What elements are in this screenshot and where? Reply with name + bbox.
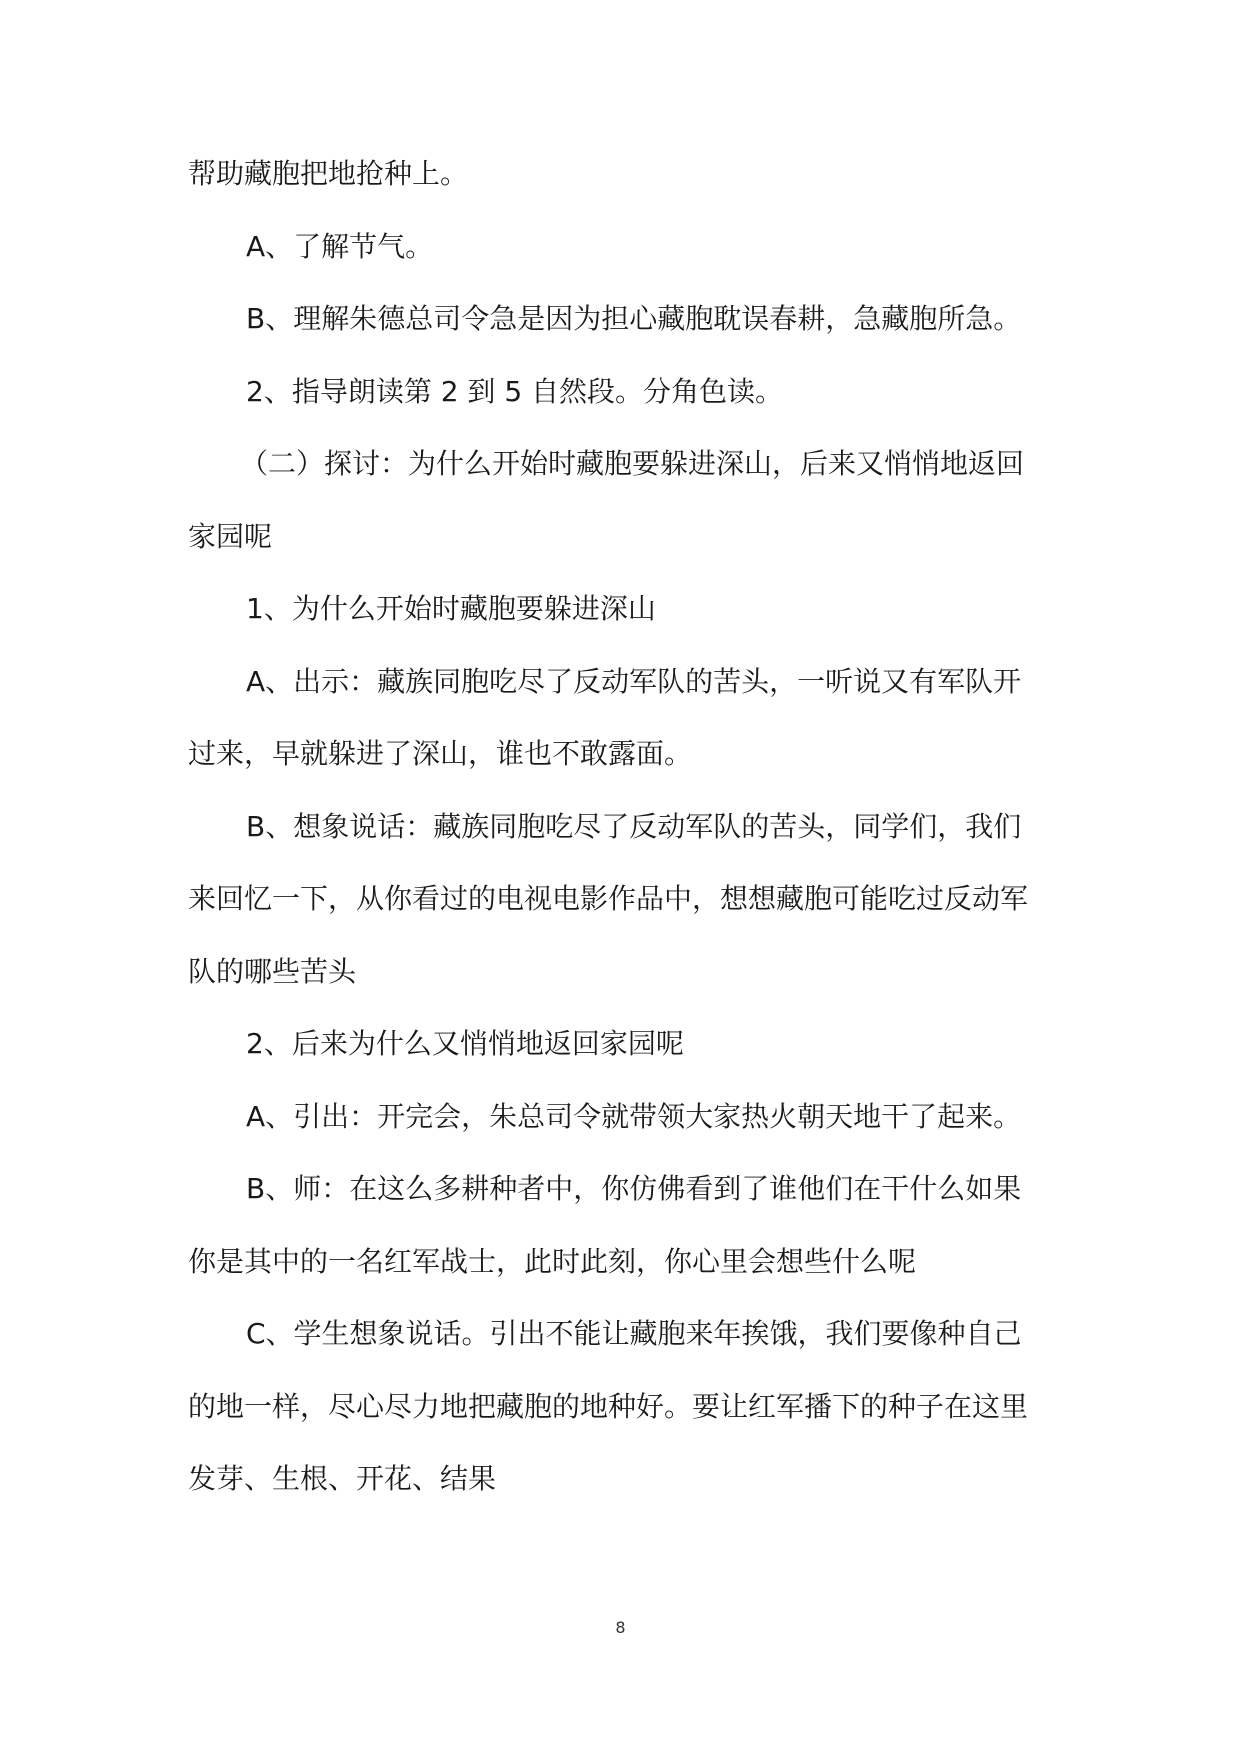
text-line: 队的哪些苦头 — [188, 954, 357, 988]
text-line: 过来，早就躲进了深山，谁也不敢露面。 — [188, 737, 693, 770]
text-line: 你是其中的一名红军战士，此时此刻，你心里会想些什么呢 — [188, 1244, 917, 1278]
text-line: 帮助藏胞把地抢种上。 — [188, 157, 469, 190]
section-heading: （二）探讨：为什么开始时藏胞要躲进深山，后来又悄悄地返回 — [240, 447, 1025, 480]
text-line: 来回忆一下，从你看过的电视电影作品中，想想藏胞可能吃过反动军 — [188, 882, 1029, 915]
text-line: 1、为什么开始时藏胞要躲进深山 — [246, 592, 656, 625]
text-line: A、引出：开完会，朱总司令就带领大家热火朝天地干了起来。 — [246, 1099, 1022, 1133]
text-line: A、出示：藏族同胞吃尽了反动军队的苦头，一听说又有军队开 — [246, 664, 1022, 698]
page-number: 8 — [615, 1618, 626, 1637]
text-line: B、想象说话：藏族同胞吃尽了反动军队的苦头，同学们，我们 — [246, 809, 1022, 843]
text-line: 的地一样，尽心尽力地把藏胞的地种好。要让红军播下的种子在这里 — [188, 1389, 1029, 1423]
text-line: B、理解朱德总司令急是因为担心藏胞耽误春耕，急藏胞所急。 — [246, 302, 1022, 335]
text-line: B、师：在这么多耕种者中，你仿佛看到了谁他们在干什么如果 — [246, 1172, 1022, 1205]
text-line: C、学生想象说话。引出不能让藏胞来年挨饿，我们要像种自己 — [246, 1317, 1022, 1350]
text-line: 2、指导朗读第 2 到 5 自然段。分角色读。 — [246, 374, 784, 408]
text-line: 2、后来为什么又悄悄地返回家园呢 — [246, 1027, 684, 1060]
text-line: 发芽、生根、开花、结果 — [188, 1462, 497, 1495]
body-text — [188, 138, 1058, 1516]
text-line: A、了解节气。 — [246, 229, 434, 263]
text-line: 家园呢 — [188, 519, 273, 553]
